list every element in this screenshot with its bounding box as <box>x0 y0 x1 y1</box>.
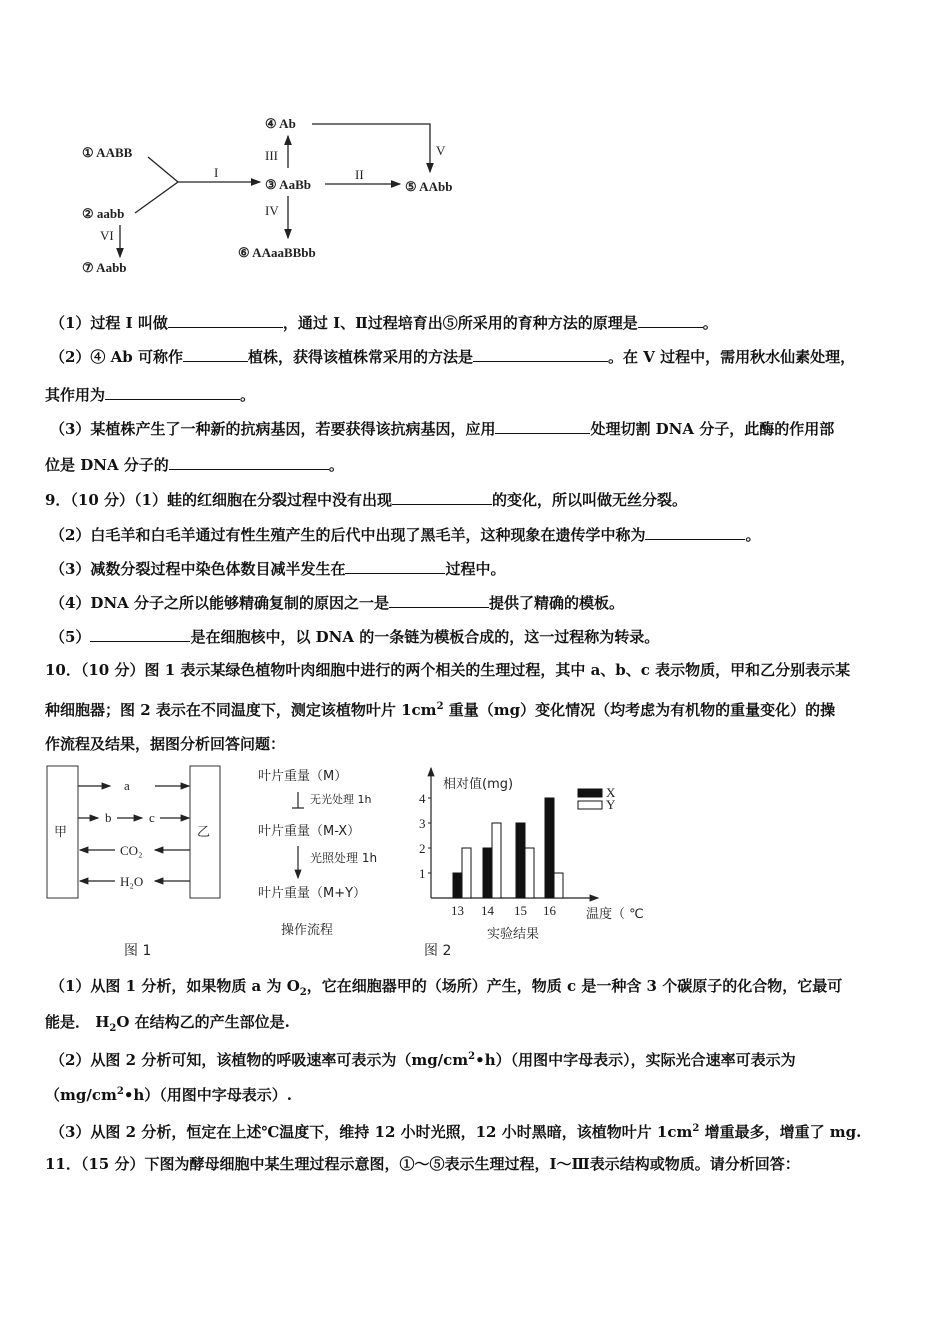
x-tick-label: 14 <box>481 903 494 918</box>
text-segment: 。 <box>328 456 344 474</box>
text-segment: 的变化，所以叫做无丝分裂。 <box>491 491 687 509</box>
bar-y <box>525 848 534 898</box>
node-4: ④ Ab <box>265 116 296 131</box>
label-yi: 乙 <box>197 825 211 840</box>
y-tick-label: 3 <box>419 816 426 831</box>
text-segment: 能是． H <box>45 1013 110 1031</box>
figure-1-caption: 图 1 <box>124 943 152 959</box>
node-2: ② aabb <box>82 206 125 221</box>
y-tick-label: 1 <box>419 866 426 881</box>
flow-treatment-2: 光照处理 1h <box>310 851 378 865</box>
text-segment: 11．（15 分）下图为酵母细胞中某生理过程示意图，①～⑤表示生理过程，Ⅰ～Ⅲ表示结构或物质。请分析回答： <box>45 1155 800 1173</box>
text-segment: 植株，获得该植株常采用的方法是 <box>248 348 474 366</box>
text-segment: （3）从图 2 分析，恒定在上述℃温度下，维持 12 小时光照，12 小时黑暗，该植物叶片 1cm <box>50 1123 693 1141</box>
node-7: ⑦ Aabb <box>82 260 127 275</box>
text-segment: 9．（10 分）（1）蛙的红细胞在分裂过程中没有出现 <box>45 491 392 509</box>
label-VI: VI <box>100 228 114 243</box>
bar-x <box>483 848 492 898</box>
text-segment: 重量（mg）变化情况（均考虑为有机物的重量变化）的操 <box>443 701 836 719</box>
node-6: ⑥ AAaaBBbb <box>238 245 316 260</box>
text-segment: （1）过程 I 叫做 <box>50 314 168 332</box>
superscript: 2 <box>116 1086 124 1097</box>
text-segment: 10．（10 分）图 1 表示某绿色植物叶肉细胞中进行的两个相关的生理过程，其中 a、b、c 表示物质，甲和乙分别表示某 <box>45 661 851 679</box>
subscript: 2 <box>109 1023 117 1034</box>
x-tick-label: 15 <box>514 903 527 918</box>
substance-c: c <box>149 810 155 825</box>
text-segment: 过程中。 <box>445 560 506 578</box>
subscript: 2 <box>299 987 307 998</box>
superscript: 2 <box>468 1051 476 1062</box>
substance-co2: CO₂ <box>120 843 143 858</box>
operation-flow <box>258 768 377 938</box>
bar-x <box>545 798 554 898</box>
text-segment: （mg/cm <box>45 1086 117 1104</box>
legend-label-y: Y <box>606 797 616 812</box>
text-segment: （1）从图 1 分析，如果物质 a 为 O <box>50 977 300 995</box>
label-I: I <box>214 165 219 180</box>
label-V: V <box>436 143 446 158</box>
text-segment: 作流程及结果，据图分析回答问题： <box>45 735 286 753</box>
text-segment: （3）某植株产生了一种新的抗病基因，若要获得该抗病基因，应用 <box>50 420 496 438</box>
substance-a: a <box>124 778 130 793</box>
node-5: ⑤ AAbb <box>405 179 453 194</box>
text-segment: ，它在细胞器甲的（场所）产生，物质 c 是一种含 3 个碳原子的化合物，它最可 <box>306 977 843 995</box>
arrow-V <box>312 124 430 172</box>
text-segment: 其作用为 <box>45 386 106 404</box>
y-tick-label: 2 <box>419 841 426 856</box>
text-segment: 处理切割 DNA 分子，此酶的作用部 <box>590 420 835 438</box>
text-segment: 种细胞器；图 2 表示在不同温度下，测定该植物叶片 1cm <box>45 701 437 719</box>
label-jia: 甲 <box>54 825 68 840</box>
text-segment: 。 <box>240 386 256 404</box>
text-segment: （2）④ Ab 可称作 <box>50 348 184 366</box>
text-segment: •h）（用图中字母表示），实际光合速率可表示为 <box>475 1051 796 1069</box>
y-tick-label: 4 <box>419 791 426 806</box>
text-segment: •h）（用图中字母表示）. <box>123 1086 293 1104</box>
text-segment: 是在细胞核中，以 DNA 的一条链为模板合成的，这一过程称为转录。 <box>190 628 660 646</box>
chart-title: 实验结果 <box>487 927 540 942</box>
text-segment: 。在 V 过程中，需用秋水仙素处理， <box>608 348 856 366</box>
bar-y <box>462 848 471 898</box>
flow-step-3: 叶片重量（M+Y） <box>258 886 367 901</box>
node-1: ① AABB <box>82 145 133 160</box>
substance-b: b <box>105 810 112 825</box>
flow-step-1: 叶片重量（M） <box>258 769 348 784</box>
connector-line <box>148 157 178 182</box>
x-tick-label: 13 <box>451 903 464 918</box>
figure-2-caption: 图 2 <box>424 943 452 959</box>
text-segment: 。 <box>702 314 718 332</box>
substance-h2o: H₂O <box>120 874 144 889</box>
text-segment: 增重最多，增重了 mg. <box>699 1123 862 1141</box>
text-segment: O 在结构乙的产生部位是. <box>116 1013 290 1031</box>
flow-step-2: 叶片重量（M-X） <box>258 824 361 839</box>
text-segment: 位是 DNA 分子的 <box>45 456 169 474</box>
text-segment: （2）白毛羊和白毛羊通过有性生殖产生的后代中出现了黑毛羊，这种现象在遗传学中称为 <box>50 526 646 544</box>
label-IV: IV <box>265 203 279 218</box>
legend-label-x: X <box>606 785 616 800</box>
text-segment: （2）从图 2 分析可知，该植物的呼吸速率可表示为（mg/cm <box>50 1051 469 1069</box>
node-3: ③ AaBb <box>265 177 311 192</box>
legend-swatch-x <box>578 789 602 797</box>
figure-1 <box>47 766 220 959</box>
x-tick-label: 16 <box>543 903 556 918</box>
y-axis-label: 相对值(mg) <box>443 777 514 792</box>
bar-y <box>554 873 563 898</box>
figure-2-chart <box>419 768 644 959</box>
flow-treatment-1: 无光处理 1h <box>310 793 372 806</box>
superscript: 2 <box>436 701 444 712</box>
superscript: 2 <box>692 1123 700 1134</box>
breeding-diagram <box>82 116 452 275</box>
connector-line <box>135 182 178 213</box>
text-segment: （3）减数分裂过程中染色体数目减半发生在 <box>50 560 346 578</box>
legend-swatch-y <box>578 801 602 809</box>
bar-x <box>453 873 462 898</box>
text-segment: 。 <box>745 526 761 544</box>
text-segment: 提供了精确的模板。 <box>489 594 625 612</box>
flow-title: 操作流程 <box>281 923 334 938</box>
text-segment: ，通过 I、Ⅱ过程培育出⑤所采用的育种方法的原理是 <box>282 314 638 332</box>
label-II: II <box>355 167 364 182</box>
label-III: III <box>265 148 278 163</box>
text-segment: （5） <box>50 628 91 646</box>
text-segment: （4）DNA 分子之所以能够精确复制的原因之一是 <box>50 594 390 612</box>
x-axis-label: 温度（ ℃ <box>586 907 644 922</box>
bar-y <box>492 823 501 898</box>
bar-x <box>516 823 525 898</box>
